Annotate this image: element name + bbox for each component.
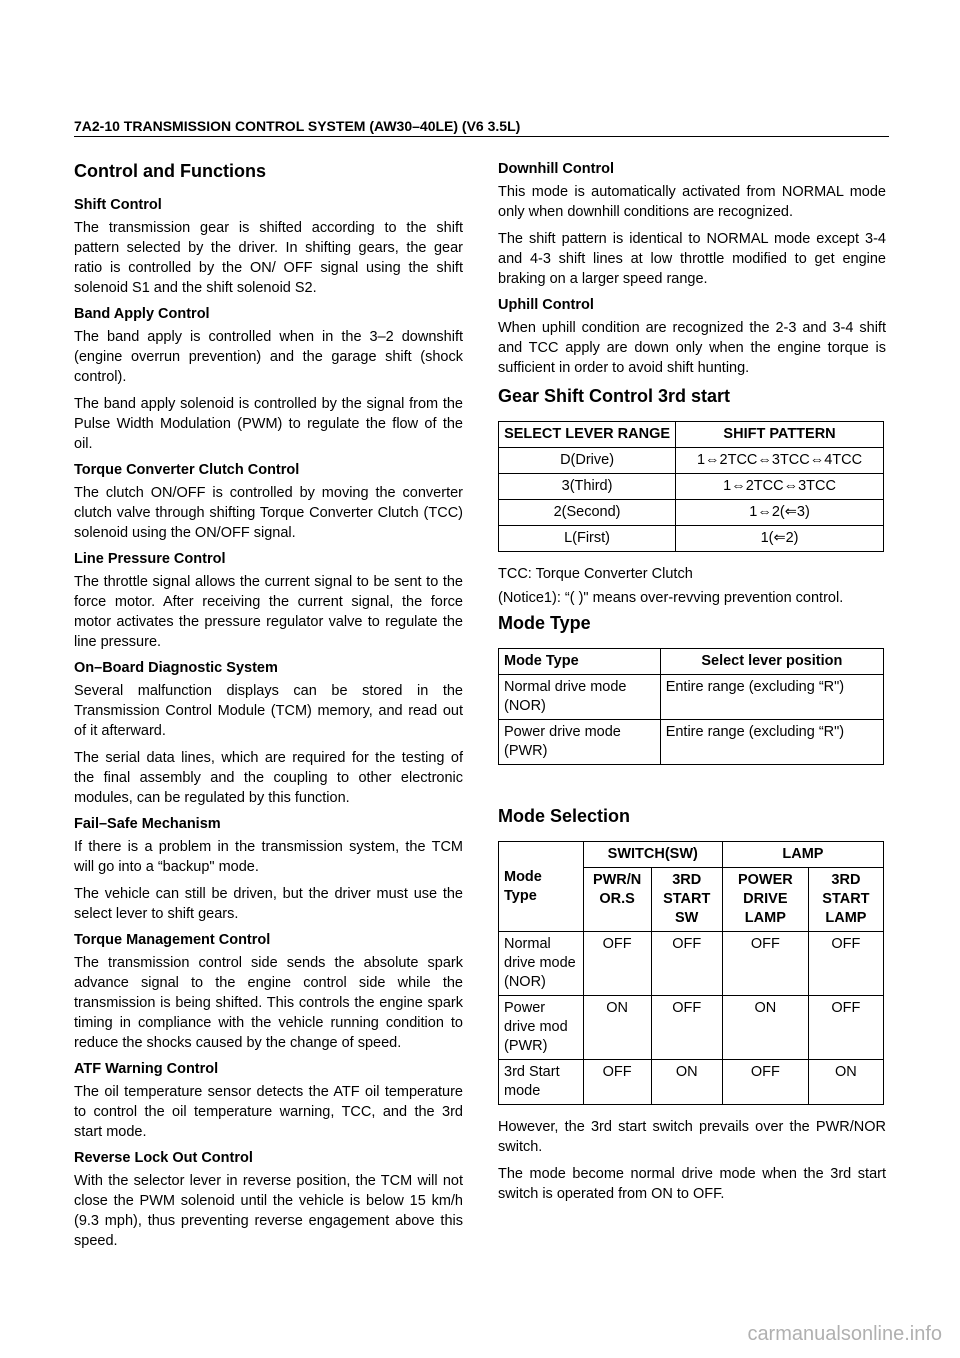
table-cell: Entire range (excluding “R") <box>660 675 883 720</box>
section-downhill <box>498 160 886 289</box>
column-header: PWR/N OR.S <box>583 868 651 932</box>
table-row <box>499 932 884 996</box>
table-cell: ON <box>583 996 651 1060</box>
section-title-control-functions: Control and Functions <box>74 161 266 181</box>
mode-selection-table <box>498 841 884 1105</box>
table-cell: 3rd Start mode <box>499 1060 584 1105</box>
paragraph: The clutch ON/OFF is controlled by moving the converter clutch valve through shifting Torque Converter Clutch (TCC) solenoid using the ON/OFF signal. <box>74 485 463 541</box>
section-shift-control <box>74 196 463 298</box>
column-header: 3RD START LAMP <box>808 868 883 932</box>
section-uphill <box>498 296 886 378</box>
table-cell: OFF <box>722 932 808 996</box>
column-group-header: SWITCH(SW) <box>583 842 722 868</box>
heading-shift-control: Shift Control <box>74 197 162 213</box>
table-row <box>499 720 884 765</box>
paragraph: With the selector lever in reverse position, the TCM will not close the PWM solenoid until the vehicle is below 15 km/h (9.3 mph), thus preventing reverse engagement above this speed. <box>74 1173 463 1249</box>
section-fail-safe <box>74 815 463 924</box>
paragraph: The throttle signal allows the current signal to be sent to the force motor. After receiving the current signal, the force motor activates the pressure regulator valve to regulate the line pressure. <box>74 574 463 650</box>
section-title-gear-shift: Gear Shift Control 3rd start <box>498 386 731 406</box>
table-cell: 2(Second) <box>499 500 676 526</box>
section-band-apply <box>74 305 463 454</box>
table-cell: ON <box>808 1060 883 1105</box>
heading-reverse-lockout: Reverse Lock Out Control <box>74 1150 253 1166</box>
heading-line-pressure: Line Pressure Control <box>74 551 226 567</box>
table-note: (Notice1): “( )" means over-revving prevention control. <box>498 590 844 606</box>
table-cell: OFF <box>722 1060 808 1105</box>
table-cell: ON <box>651 1060 722 1105</box>
table-row <box>499 474 884 500</box>
paragraph: However, the 3rd start switch prevails over the PWR/NOR switch. <box>498 1119 886 1155</box>
table-cell: OFF <box>583 932 651 996</box>
section-title-mode-type: Mode Type <box>498 613 591 633</box>
column-header: Mode Type <box>499 649 661 675</box>
paragraph: If there is a problem in the transmission system, the TCM will go into a “backup" mode. <box>74 839 463 875</box>
table-row <box>499 448 884 474</box>
table-note: TCC: Torque Converter Clutch <box>498 566 693 582</box>
heading-fail-safe: Fail–Safe Mechanism <box>74 816 221 832</box>
table-cell: OFF <box>651 932 722 996</box>
table-cell: OFF <box>651 996 722 1060</box>
watermark-text: carmanualsonline.info <box>747 1323 942 1345</box>
table-cell: Power drive mode (PWR) <box>499 720 661 765</box>
page-header: 7A2-10 TRANSMISSION CONTROL SYSTEM (AW30–40LE) (V6 3.5L) <box>74 118 889 137</box>
section-title-mode-selection: Mode Selection <box>498 806 631 826</box>
table-row <box>499 675 884 720</box>
table-header-row <box>499 422 884 448</box>
heading-atf-warning: ATF Warning Control <box>74 1061 219 1077</box>
heading-obd: On–Board Diagnostic System <box>74 660 278 676</box>
table-cell: OFF <box>808 996 883 1060</box>
column-group-header: LAMP <box>722 842 883 868</box>
gear-shift-table <box>498 421 884 552</box>
table-row <box>499 996 884 1060</box>
paragraph: Several malfunction displays can be stored in the Transmission Control Module (TCM) memory, and read out of it afterward. <box>74 683 463 739</box>
paragraph: The band apply is controlled when in the 3–2 downshift (engine overrun prevention) and the garage shift (shock control). <box>74 329 463 385</box>
paragraph: The transmission gear is shifted according to the shift pattern selected by the driver. In shifting gears, the gear ratio is controlled by the ON/ OFF signal using the shift solenoid S1 and the shift solenoid S2. <box>74 220 463 296</box>
table-cell: Entire range (excluding “R") <box>660 720 883 765</box>
table-cell: Normal drive mode (NOR) <box>499 932 584 996</box>
paragraph: The mode become normal drive mode when the 3rd start switch is operated from ON to OFF. <box>498 1166 886 1202</box>
column-header: Select lever position <box>660 649 883 675</box>
table-cell: 1⇔2TCC⇔3TCC <box>676 474 884 500</box>
left-column <box>74 160 463 1258</box>
section-tcc-control <box>74 461 463 543</box>
paragraph: The shift pattern is identical to NORMAL mode except 3-4 and 4-3 shift lines at low throttle modified to get engine braking on a larger speed range. <box>498 231 886 287</box>
table-cell: ON <box>722 996 808 1060</box>
heading-band-apply: Band Apply Control <box>74 306 210 322</box>
table-cell: Power drive mod (PWR) <box>499 996 584 1060</box>
section-reverse-lockout <box>74 1149 463 1251</box>
column-header: 3RD START SW <box>651 868 722 932</box>
table-header-row <box>499 842 884 868</box>
heading-downhill: Downhill Control <box>498 161 614 177</box>
heading-torque-management: Torque Management Control <box>74 932 271 948</box>
table-row <box>499 526 884 552</box>
mode-type-table <box>498 648 884 765</box>
table-cell: L(First) <box>499 526 676 552</box>
paragraph: The transmission control side sends the absolute spark advance signal to the engine control side while the transmission is being shifted. This controls the engine spark timing in compliance with the vehicle running condition to reduce the shocks caused by the change of speed. <box>74 955 463 1051</box>
paragraph: This mode is automatically activated from NORMAL mode only when downhill conditions are recognized. <box>498 184 886 220</box>
table-cell: Normal drive mode (NOR) <box>499 675 661 720</box>
table-cell: 1(⇐2) <box>676 526 884 552</box>
table-header-row <box>499 649 884 675</box>
right-column <box>498 160 886 1211</box>
column-header: SHIFT PATTERN <box>676 422 884 448</box>
column-header: SELECT LEVER RANGE <box>499 422 676 448</box>
section-line-pressure <box>74 550 463 652</box>
heading-uphill: Uphill Control <box>498 297 594 313</box>
column-header: POWER DRIVE LAMP <box>722 868 808 932</box>
column-header: Mode Type <box>499 842 584 932</box>
paragraph: When uphill condition are recognized the 2-3 and 3-4 shift and TCC apply are down only when the engine torque is sufficient in order to avoid shift hunting. <box>498 320 886 376</box>
paragraph: The oil temperature sensor detects the ATF oil temperature to control the oil temperature warning, TCC, and the 3rd start mode. <box>74 1084 463 1140</box>
heading-tcc-control: Torque Converter Clutch Control <box>74 462 300 478</box>
section-obd <box>74 659 463 808</box>
table-cell: 3(Third) <box>499 474 676 500</box>
paragraph: The band apply solenoid is controlled by the signal from the Pulse Width Modulation (PWM) to regulate the flow of the oil. <box>74 396 463 452</box>
table-row <box>499 1060 884 1105</box>
table-cell: 1⇔2TCC⇔3TCC⇔4TCC <box>676 448 884 474</box>
section-torque-management <box>74 931 463 1053</box>
table-cell: OFF <box>583 1060 651 1105</box>
table-cell: OFF <box>808 932 883 996</box>
section-atf-warning <box>74 1060 463 1142</box>
table-row <box>499 500 884 526</box>
table-cell: D(Drive) <box>499 448 676 474</box>
paragraph: The serial data lines, which are required for the testing of the final assembly and the coupling to other electronic modules, can be regulated by this function. <box>74 750 463 806</box>
paragraph: The vehicle can still be driven, but the driver must use the select lever to shift gears. <box>74 886 463 922</box>
table-cell: 1⇔2(⇐3) <box>676 500 884 526</box>
